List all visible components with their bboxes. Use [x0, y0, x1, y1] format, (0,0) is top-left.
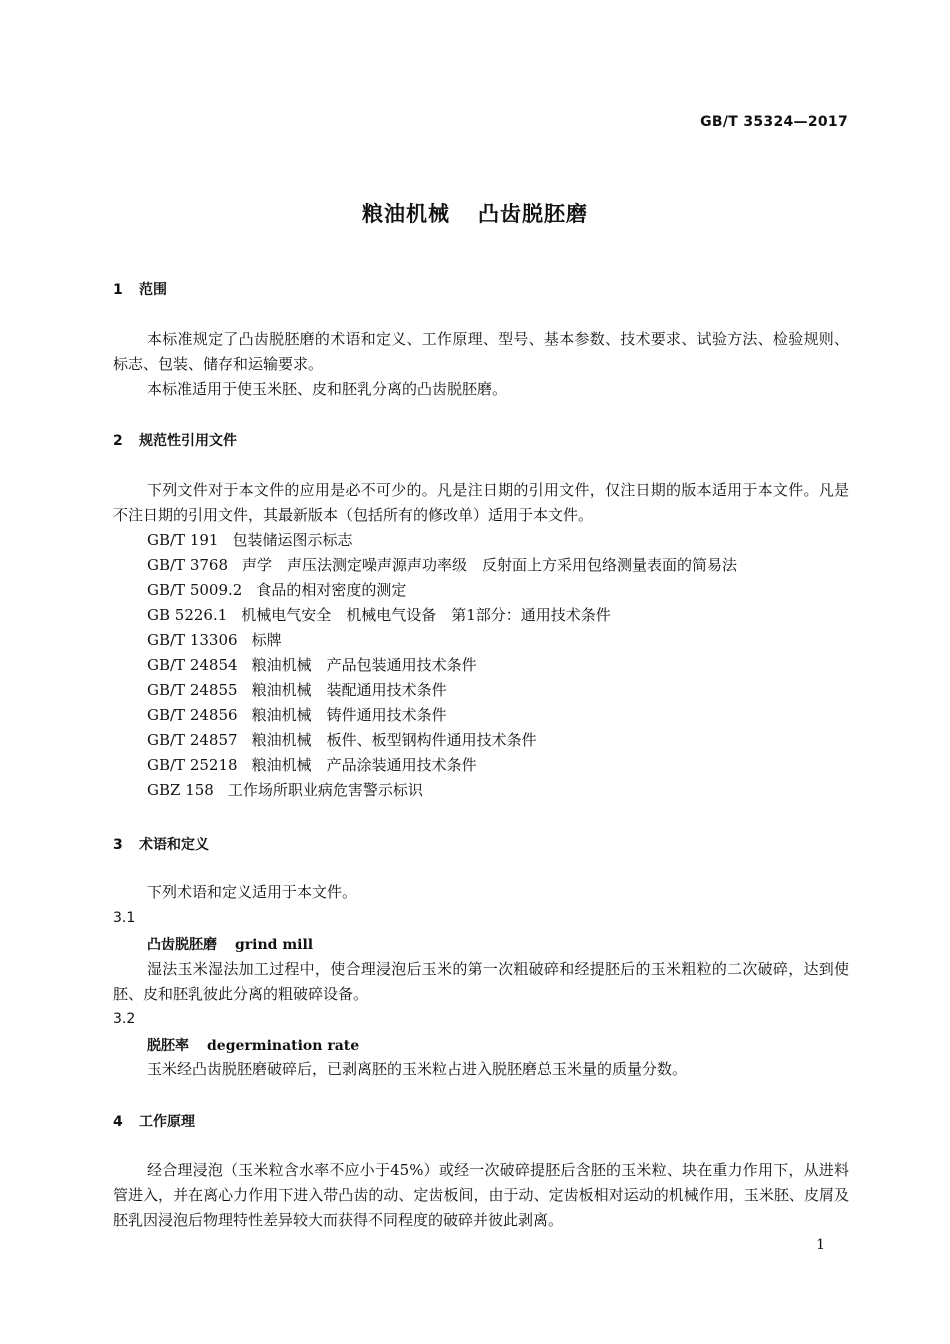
reference-item — [147, 703, 447, 728]
reference-item — [147, 653, 477, 678]
reference-code: GB/T 25218 — [147, 756, 238, 774]
reference-code: GBZ 158 — [147, 781, 214, 799]
reference-code: GB/T 24854 — [147, 656, 238, 674]
terms-intro: 下列术语和定义适用于本文件。 — [147, 883, 358, 901]
paragraph: 本标准规定了凸齿脱胚磨的术语和定义、工作原理、型号、基本参数、技术要求、试验方法、检验规则、标志、包装、储存和运输要求。 — [113, 330, 849, 373]
reference-item — [147, 528, 352, 553]
section-number: 3 — [113, 837, 123, 853]
reference-title: 粮油机械 产品涂装通用技术条件 — [251, 756, 477, 774]
reference-title: 机械电气安全 机械电气设备 第1部分：通用技术条件 — [241, 606, 611, 624]
section-heading-normative-references — [113, 430, 237, 450]
reference-code: GB/T 5009.2 — [147, 581, 243, 599]
section-title: 规范性引用文件 — [139, 433, 237, 449]
reference-item — [147, 578, 406, 603]
reference-title: 粮油机械 铸件通用技术条件 — [251, 706, 447, 724]
reference-title: 粮油机械 产品包装通用技术条件 — [251, 656, 477, 674]
term-number: 3.2 — [113, 1011, 136, 1027]
reference-title: 包装储运图示标志 — [232, 531, 353, 549]
reference-item — [147, 778, 423, 803]
term-en: grind mill — [235, 937, 314, 953]
reference-title: 粮油机械 板件、板型钢构件通用技术条件 — [251, 731, 537, 749]
term-heading — [147, 1035, 359, 1055]
paragraph: 经合理浸泡（玉米粒含水率不应小于45%）或经一次破碎提胚后含胚的玉米粒、块在重力作用下，从进料管进入，并在离心力作用下进入带凸齿的动、定齿板间，由于动、定齿板相对运动的机械作用，玉米胚、皮屑及胚乳因浸泡后物理特性差异较大而获得不同程度的破碎并彼此剥离。 — [113, 1161, 849, 1229]
reference-item — [147, 678, 447, 703]
section-heading-working-principle — [113, 1111, 195, 1131]
reference-code: GB 5226.1 — [147, 606, 228, 624]
reference-code: GB/T 3768 — [147, 556, 229, 574]
section-number: 2 — [113, 433, 123, 449]
page-number: 1 — [816, 1237, 825, 1253]
section-number: 4 — [113, 1114, 123, 1130]
section-title: 范围 — [139, 282, 167, 298]
reference-code: GB/T 24855 — [147, 681, 238, 699]
document-title — [0, 198, 950, 228]
term-definition: 湿法玉米湿法加工过程中，使合理浸泡后玉米的第一次粗破碎和经提胚后的玉米粗粒的二次破碎，达到使胚、皮和胚乳彼此分离的粗破碎设备。 — [113, 960, 849, 1003]
term-en: degermination rate — [207, 1038, 360, 1054]
title-part-1: 粮油机械 — [362, 202, 450, 226]
section-title: 术语和定义 — [139, 837, 209, 853]
section-title: 工作原理 — [139, 1114, 195, 1130]
term-zh: 凸齿脱胚磨 — [147, 937, 217, 953]
reference-code: GB/T 24857 — [147, 731, 238, 749]
reference-code: GB/T 191 — [147, 531, 219, 549]
section-heading-terms — [113, 834, 209, 854]
reference-item — [147, 603, 611, 628]
section-heading-scope — [113, 279, 167, 299]
reference-title: 工作场所职业病危害警示标识 — [227, 781, 423, 799]
reference-item — [147, 628, 282, 653]
reference-code: GB/T 24856 — [147, 706, 238, 724]
reference-code: GB/T 13306 — [147, 631, 238, 649]
paragraph: 本标准适用于使玉米胚、皮和胚乳分离的凸齿脱胚磨。 — [147, 380, 508, 398]
section-number: 1 — [113, 282, 123, 298]
reference-title: 标牌 — [251, 631, 282, 649]
term-zh: 脱胚率 — [147, 1038, 189, 1054]
reference-title: 粮油机械 装配通用技术条件 — [251, 681, 447, 699]
term-number: 3.1 — [113, 910, 136, 926]
paragraph: 下列文件对于本文件的应用是必不可少的。凡是注日期的引用文件，仅注日期的版本适用于本文件。凡是不注日期的引用文件，其最新版本（包括所有的修改单）适用于本文件。 — [113, 481, 849, 524]
term-heading — [147, 934, 313, 954]
reference-item — [147, 753, 477, 778]
document-code: GB/T 35324—2017 — [700, 114, 848, 130]
title-part-2: 凸齿脱胚磨 — [478, 202, 588, 226]
reference-item — [147, 728, 537, 753]
reference-title: 声学 声压法测定噪声源声功率级 反射面上方采用包络测量表面的简易法 — [242, 556, 738, 574]
reference-title: 食品的相对密度的测定 — [256, 581, 407, 599]
reference-item — [147, 553, 737, 578]
term-definition: 玉米经凸齿脱胚磨破碎后，已剥离胚的玉米粒占进入脱胚磨总玉米量的质量分数。 — [147, 1060, 688, 1078]
